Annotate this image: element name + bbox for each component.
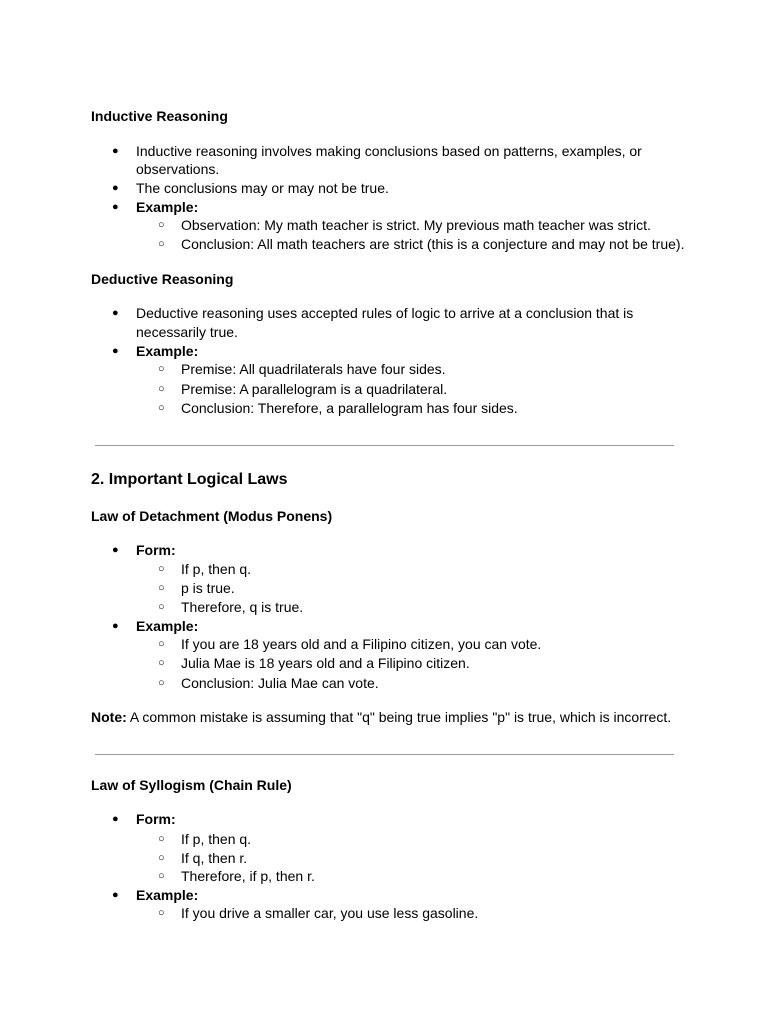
sub-list-item-text: If p, then q. (181, 831, 252, 847)
sub-list-item-text: Conclusion: Julia Mae can vote. (181, 675, 379, 691)
circle-bullet-icon: ○ (158, 219, 165, 231)
horizontal-divider (95, 445, 674, 446)
sub-list-item-text: If you are 18 years old and a Filipino citizen, you can vote. (181, 636, 542, 652)
circle-bullet-icon: ○ (158, 833, 165, 845)
note-paragraph (91, 708, 671, 726)
bullet-icon: ● (112, 813, 119, 825)
circle-bullet-icon: ○ (158, 363, 165, 375)
sub-list-item-text: If you drive a smaller car, you use less gasoline. (181, 905, 479, 921)
sub-list-item-text: If p, then q. (181, 561, 252, 577)
example-label: Example: (136, 887, 199, 903)
sub-list-item-text: Therefore, q is true. (181, 599, 304, 615)
list-item-text: observations. (136, 161, 220, 177)
sub-list-item-text: p is true. (181, 580, 235, 596)
list-item-text: Deductive reasoning uses accepted rules of logic to arrive at a conclusion that is (136, 305, 634, 321)
sub-list-item-text: Julia Mae is 18 years old and a Filipino citizen. (181, 655, 470, 671)
example-label: Example: (136, 199, 199, 215)
sub-list-item-text: Conclusion: All math teachers are strict (this is a conjecture and may not be true). (181, 236, 685, 252)
sub-list-item-text: Therefore, if p, then r. (181, 868, 315, 884)
heading-inductive-reasoning: Inductive Reasoning (91, 108, 228, 124)
bullet-icon: ● (112, 182, 119, 194)
list-item-text: Inductive reasoning involves making conclusions based on patterns, examples, or (136, 143, 642, 159)
sub-list-item-text: Premise: A parallelogram is a quadrilateral. (181, 381, 448, 397)
bullet-icon: ● (112, 620, 119, 632)
heading-deductive-reasoning: Deductive Reasoning (91, 271, 234, 287)
sub-list-item-text: Conclusion: Therefore, a parallelogram has four sides. (181, 400, 518, 416)
heading-law-of-syllogism: Law of Syllogism (Chain Rule) (91, 777, 292, 793)
circle-bullet-icon: ○ (158, 907, 165, 919)
heading-law-of-detachment: Law of Detachment (Modus Ponens) (91, 508, 333, 524)
circle-bullet-icon: ○ (158, 657, 165, 669)
circle-bullet-icon: ○ (158, 677, 165, 689)
note-label: Note: (91, 709, 127, 725)
sub-list-item-text: Observation: My math teacher is strict. My previous math teacher was strict. (181, 217, 651, 233)
circle-bullet-icon: ○ (158, 582, 165, 594)
note-text: A common mistake is assuming that "q" being true implies "p" is true, which is incorrect. (126, 709, 672, 725)
list-item-text: necessarily true. (136, 324, 238, 340)
section-heading: 2. Important Logical Laws (91, 471, 288, 488)
bullet-icon: ● (112, 544, 119, 556)
bullet-icon: ● (112, 345, 119, 357)
example-label: Example: (136, 343, 199, 359)
circle-bullet-icon: ○ (158, 638, 165, 650)
circle-bullet-icon: ○ (158, 601, 165, 613)
circle-bullet-icon: ○ (158, 402, 165, 414)
circle-bullet-icon: ○ (158, 852, 165, 864)
sub-list-item-text: Premise: All quadrilaterals have four sides. (181, 361, 446, 377)
circle-bullet-icon: ○ (158, 563, 165, 575)
form-label: Form: (136, 811, 176, 827)
horizontal-divider (95, 754, 674, 755)
bullet-icon: ● (112, 145, 119, 157)
sub-list-item-text: If q, then r. (181, 850, 248, 866)
circle-bullet-icon: ○ (158, 383, 165, 395)
list-item-text: The conclusions may or may not be true. (136, 180, 389, 196)
example-label: Example: (136, 618, 199, 634)
bullet-icon: ● (112, 307, 119, 319)
form-label: Form: (136, 542, 176, 558)
bullet-icon: ● (112, 201, 119, 213)
circle-bullet-icon: ○ (158, 870, 165, 882)
circle-bullet-icon: ○ (158, 238, 165, 250)
bullet-icon: ● (112, 889, 119, 901)
